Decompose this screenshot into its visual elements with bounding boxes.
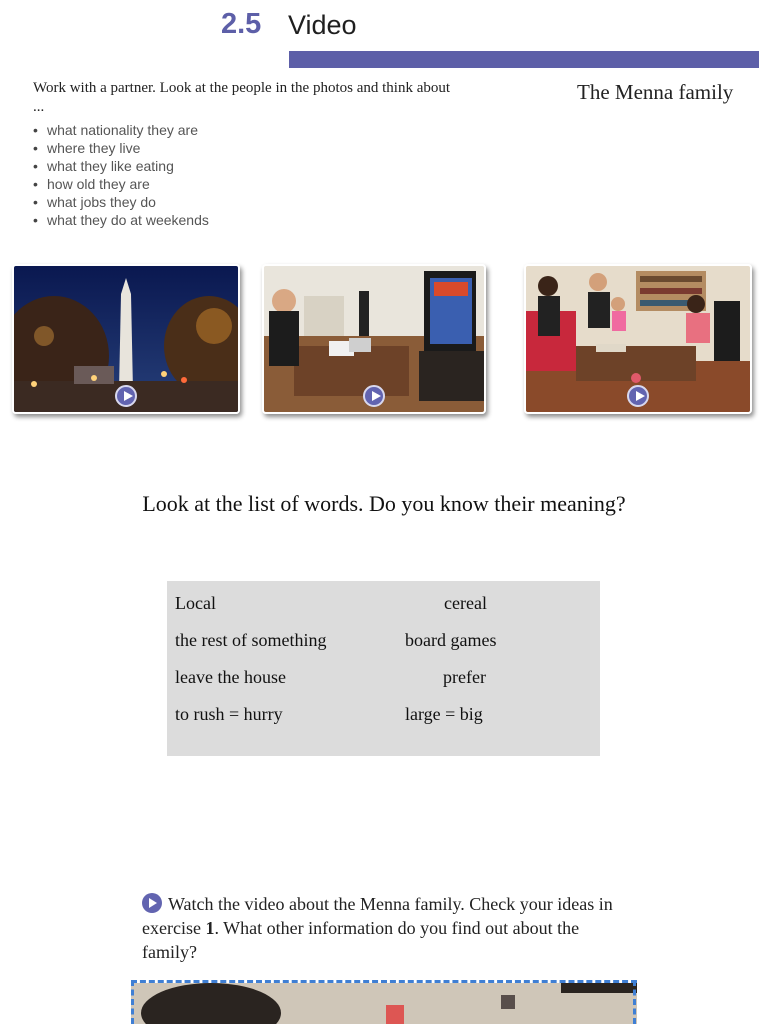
word-item: board games <box>405 630 497 650</box>
exercise-instruction <box>142 892 632 964</box>
bullet-item: • what jobs they do <box>33 194 209 212</box>
word-list-box <box>167 581 600 756</box>
bullet-item: • what they like eating <box>33 158 209 176</box>
family-title: The Menna family <box>577 80 734 104</box>
word-item: cereal <box>444 593 487 613</box>
bullet-item: • what they do at weekends <box>33 212 209 230</box>
photo-city-night[interactable] <box>12 264 240 414</box>
play-icon[interactable] <box>142 893 162 913</box>
word-item: prefer <box>443 667 486 687</box>
photo-man-working[interactable] <box>262 264 486 414</box>
play-icon[interactable] <box>627 385 649 407</box>
exercise-number: 1 <box>205 918 215 938</box>
exercise-text-start: Watch the video about the Menna family. Check your ideas in exercise <box>142 894 613 938</box>
section-number: 2.5 <box>221 8 262 40</box>
video-frame-image <box>131 983 637 1024</box>
word-item: the rest of something <box>175 630 327 650</box>
play-icon[interactable] <box>115 385 137 407</box>
word-item: large = big <box>405 704 483 724</box>
play-icon[interactable] <box>363 385 385 407</box>
intro-bullet-list <box>33 122 209 230</box>
video-frame-border <box>633 980 639 1024</box>
bullet-item: • what nationality they are <box>33 122 209 140</box>
vocabulary-question: Look at the list of words. Do you know their meaning? <box>142 491 626 516</box>
exercise-text-end: . What other information do you find out about the family? <box>142 918 580 962</box>
word-item: Local <box>175 593 216 613</box>
photo-family-living-room[interactable] <box>524 264 752 414</box>
bullet-item: • how old they are <box>33 176 209 194</box>
word-item: to rush = hurry <box>175 704 283 724</box>
section-title: Video <box>288 10 357 40</box>
title-underline-bar <box>289 51 759 68</box>
video-frame-border <box>131 980 137 1024</box>
word-item: leave the house <box>175 667 286 687</box>
intro-instruction: Work with a partner. Look at the people in the photos and think about ... <box>33 80 451 115</box>
video-player[interactable] <box>131 980 637 1024</box>
bullet-item: • where they live <box>33 140 209 158</box>
